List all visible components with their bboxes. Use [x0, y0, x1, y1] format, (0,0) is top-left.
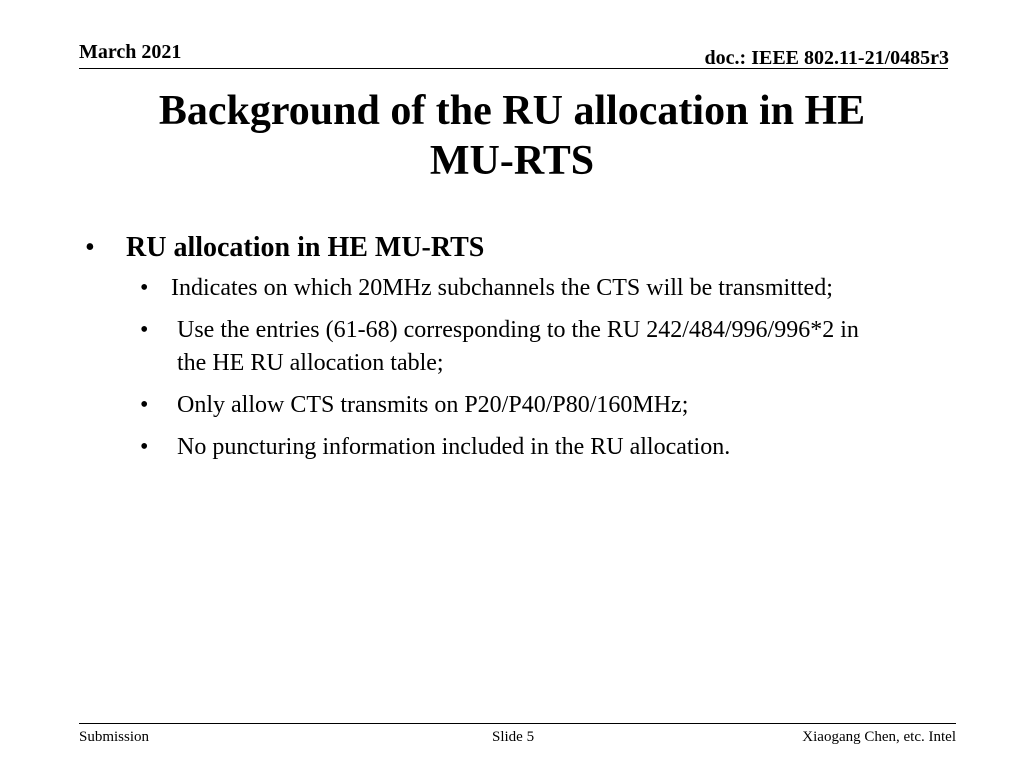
bullet-icon: • [140, 317, 149, 343]
sub-bullet-text: Use the entries (61-68) corresponding to the RU 242/484/996/996*2 in the HE RU allocation table; [177, 317, 859, 376]
sub-bullet-item [85, 389, 885, 422]
slide-title-line-2: MU-RTS [429, 138, 595, 184]
sub-bullet-text: Indicates on which 20MHz subchannels the CTS will be transmitted; [171, 275, 833, 301]
bullet-icon: • [140, 392, 149, 418]
sub-bullet-text: Only allow CTS transmits on P20/P40/P80/160MHz; [177, 392, 689, 418]
header-divider [79, 68, 948, 69]
footer-slide-number: Slide 5 [492, 729, 535, 745]
slide-title [80, 86, 944, 186]
bullet-list [85, 226, 885, 473]
bullet-heading-text: RU allocation in HE MU-RTS [126, 232, 485, 263]
bullet-icon: • [140, 434, 149, 460]
footer-author: Xiaogang Chen, etc. Intel [802, 729, 956, 745]
bullet-heading [85, 226, 885, 270]
bullet-icon: • [85, 232, 95, 263]
bullet-icon: • [140, 275, 149, 301]
sub-bullet-item [85, 272, 885, 305]
footer-divider [79, 723, 956, 724]
footer-submission: Submission [79, 729, 150, 745]
header-doc-id: doc.: IEEE 802.11-21/0485r3 [704, 47, 949, 69]
header-date: March 2021 [79, 41, 182, 63]
sub-bullet-text: No puncturing information included in the RU allocation. [177, 434, 731, 460]
sub-bullet-item [85, 314, 885, 380]
sub-bullet-item [85, 431, 885, 464]
slide-title-line-1: Background of the RU allocation in HE [158, 88, 866, 134]
